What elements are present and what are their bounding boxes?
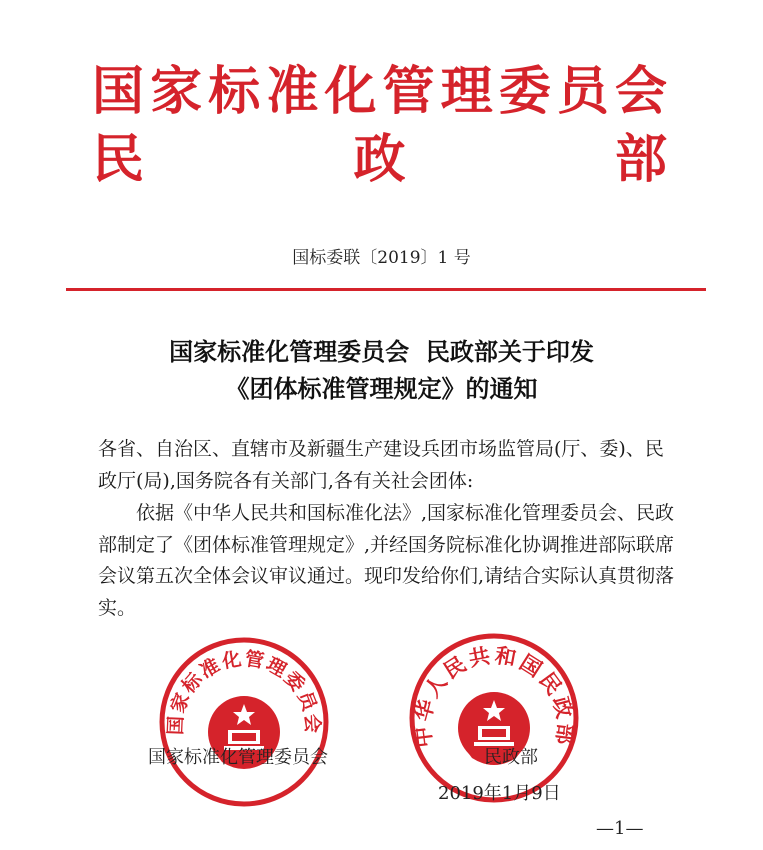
masthead-char: 理	[440, 62, 493, 122]
seal-text: 国家标准化管理委员会	[164, 647, 324, 736]
masthead-char: 政	[353, 130, 406, 190]
red-divider-line	[66, 288, 706, 291]
seal-text: 中华人民共和国民政部	[410, 643, 578, 749]
body-paragraph: 依据《中华人民共和国标准化法》,国家标准化管理委员会、民政部制定了《团体标准管理规定》,并经国务院标准化协调推进部际联席会议第五次全体会议审议通过。现印发给你们,请结合实际认真贯彻落实。	[98, 502, 675, 619]
page-number: —1—	[596, 818, 644, 839]
official-seal-sac	[158, 636, 330, 808]
masthead-char: 化	[324, 62, 377, 122]
masthead-char: 部	[614, 130, 667, 190]
masthead-line-2	[92, 130, 667, 190]
signer-sac: 国家标准化管理委员会	[148, 747, 328, 768]
masthead-line-1	[92, 62, 667, 122]
issue-date: 2019年1月9日	[438, 783, 561, 804]
signer-mca: 民政部	[484, 747, 538, 768]
document-number: 国标委联〔2019〕1 号	[292, 248, 471, 268]
masthead-char: 员	[556, 62, 609, 122]
masthead-char: 会	[614, 62, 667, 122]
masthead-char: 委	[498, 62, 551, 122]
masthead-char: 民	[92, 130, 145, 190]
masthead-char: 家	[150, 62, 203, 122]
masthead-char: 国	[92, 62, 145, 122]
salutation: 各省、自治区、直辖市及新疆生产建设兵团市场监管局(厅、委)、民政厅(局),国务院各有关部门,各有关社会团体:	[98, 438, 664, 492]
masthead-char: 准	[266, 62, 319, 122]
notice-title-line-2: 《团体标准管理规定》的通知	[225, 375, 538, 403]
masthead-char: 标	[208, 62, 261, 122]
masthead-char: 管	[382, 62, 435, 122]
notice-title-line-1: 国家标准化管理委员会 民政部关于印发	[169, 338, 594, 366]
